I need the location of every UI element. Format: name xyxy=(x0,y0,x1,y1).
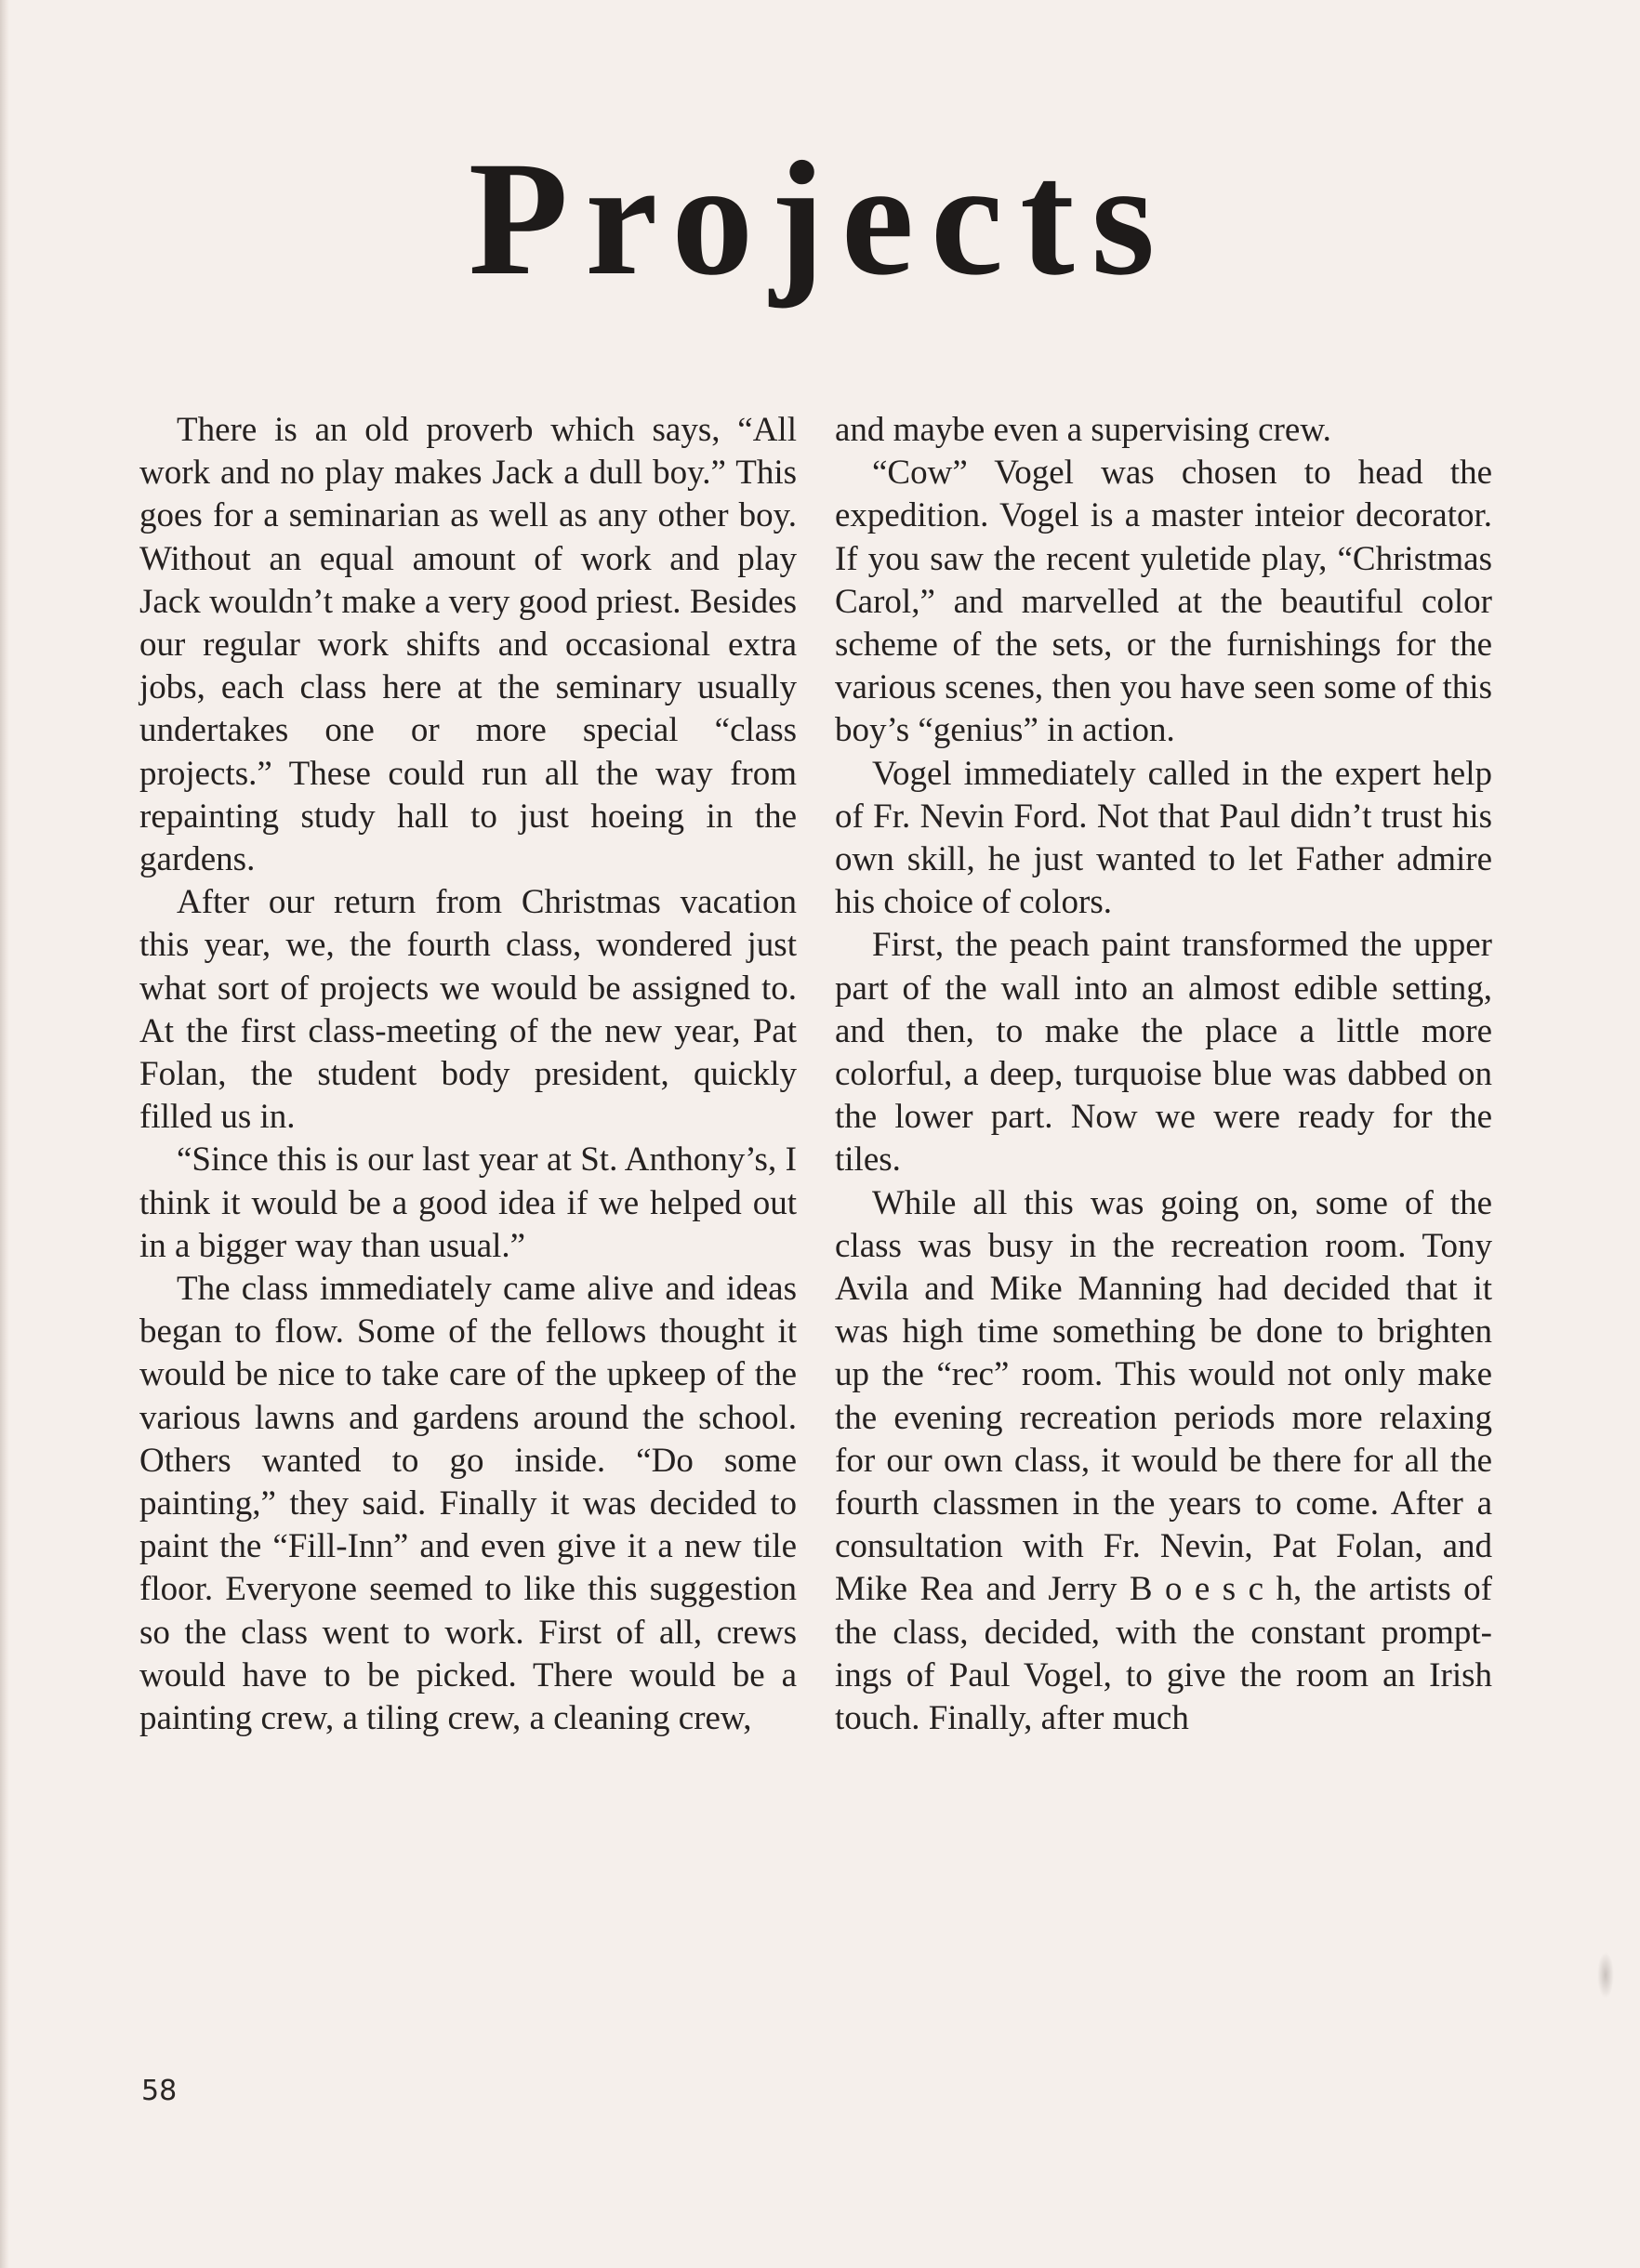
paragraph: There is an old proverb which says, “All work and no play makes Jack a dull boy.” This goes for a seminarian as well as any other boy. Without an equal amount of work and play Jack wouldn’t make a very good priest. Besides our regular work shifts and occasional extra jobs, each class here at the seminary usually undertakes one or more special “class projects.” These could run all the way from repainting study hall to just hoeing in the gardens. xyxy=(139,411,797,879)
paragraph: The class immediately came alive and ideas began to flow. Some of the fellows thought it would be nice to take care of the upkeep of the various lawns and gardens around the school. Others wanted to go inside. “Do some painting,” they said. Finally it was decided to paint the “Fill-Inn” and even give it a new tile floor. Everyone seemed to like this suggestion so the class went to work. First of all, crews would have to be picked. There would be a painting crew, a tiling crew, a cleaning crew, xyxy=(139,1270,797,1738)
paragraph: First, the peach paint transformed the upper part of the wall into an almost edible setting, and then, to make the place a little more colorful, a deep, turquoise blue was dabbed on the lower part. Now we were ready for the tiles. xyxy=(835,926,1492,1180)
paragraph: “Since this is our last year at St. Anthony’s, I think it would be a good idea if we helped out in a bigger way than usual.” xyxy=(139,1141,797,1265)
paper-speck xyxy=(1597,1952,1614,1998)
paragraph: While all this was going on, some of the class was busy in the recreation room. Tony Avila and Mike Manning had decided that it was high time something be done to brighten up the “rec” room. This would not only make the evening recreation periods more relaxing for our own class, it would be there for all the fourth classmen in the years to come. After a consultation with Fr. Nevin, Pat Folan, and Mike Rea and Jerry B o e s c h, the artists of the class, decided, with the constant promptings of Paul Vogel, to give the room an Irish touch. Finally, after much xyxy=(835,1183,1492,1738)
left-column xyxy=(139,409,797,1740)
paragraph-continued: and maybe even a supervising crew. xyxy=(835,411,1331,449)
binding-edge xyxy=(0,0,9,2268)
page-title: Projects xyxy=(468,128,1172,310)
right-column xyxy=(835,409,1492,1740)
paragraph: After our return from Christmas vacation this year, we, the fourth class, wondered just what sort of projects we would be assigned to. At the first class-meeting of the new year, Pat Folan, the student body president, quickly filled us in. xyxy=(139,883,797,1137)
paragraph: “Cow” Vogel was chosen to head the expedition. Vogel is a master inteior decorator. If you saw the recent yuletide play, “Christmas Carol,” and marvelled at the beautiful color scheme of the sets, or the furnishings for the various scenes, then you have seen some of this boy’s “genius” in action. xyxy=(835,454,1492,750)
page-number: 58 xyxy=(141,2075,178,2107)
paragraph: Vogel immediately called in the expert help of Fr. Nevin Ford. Not that Paul didn’t trust his own skill, he just wanted to let Father admire his choice of colors. xyxy=(835,754,1492,922)
